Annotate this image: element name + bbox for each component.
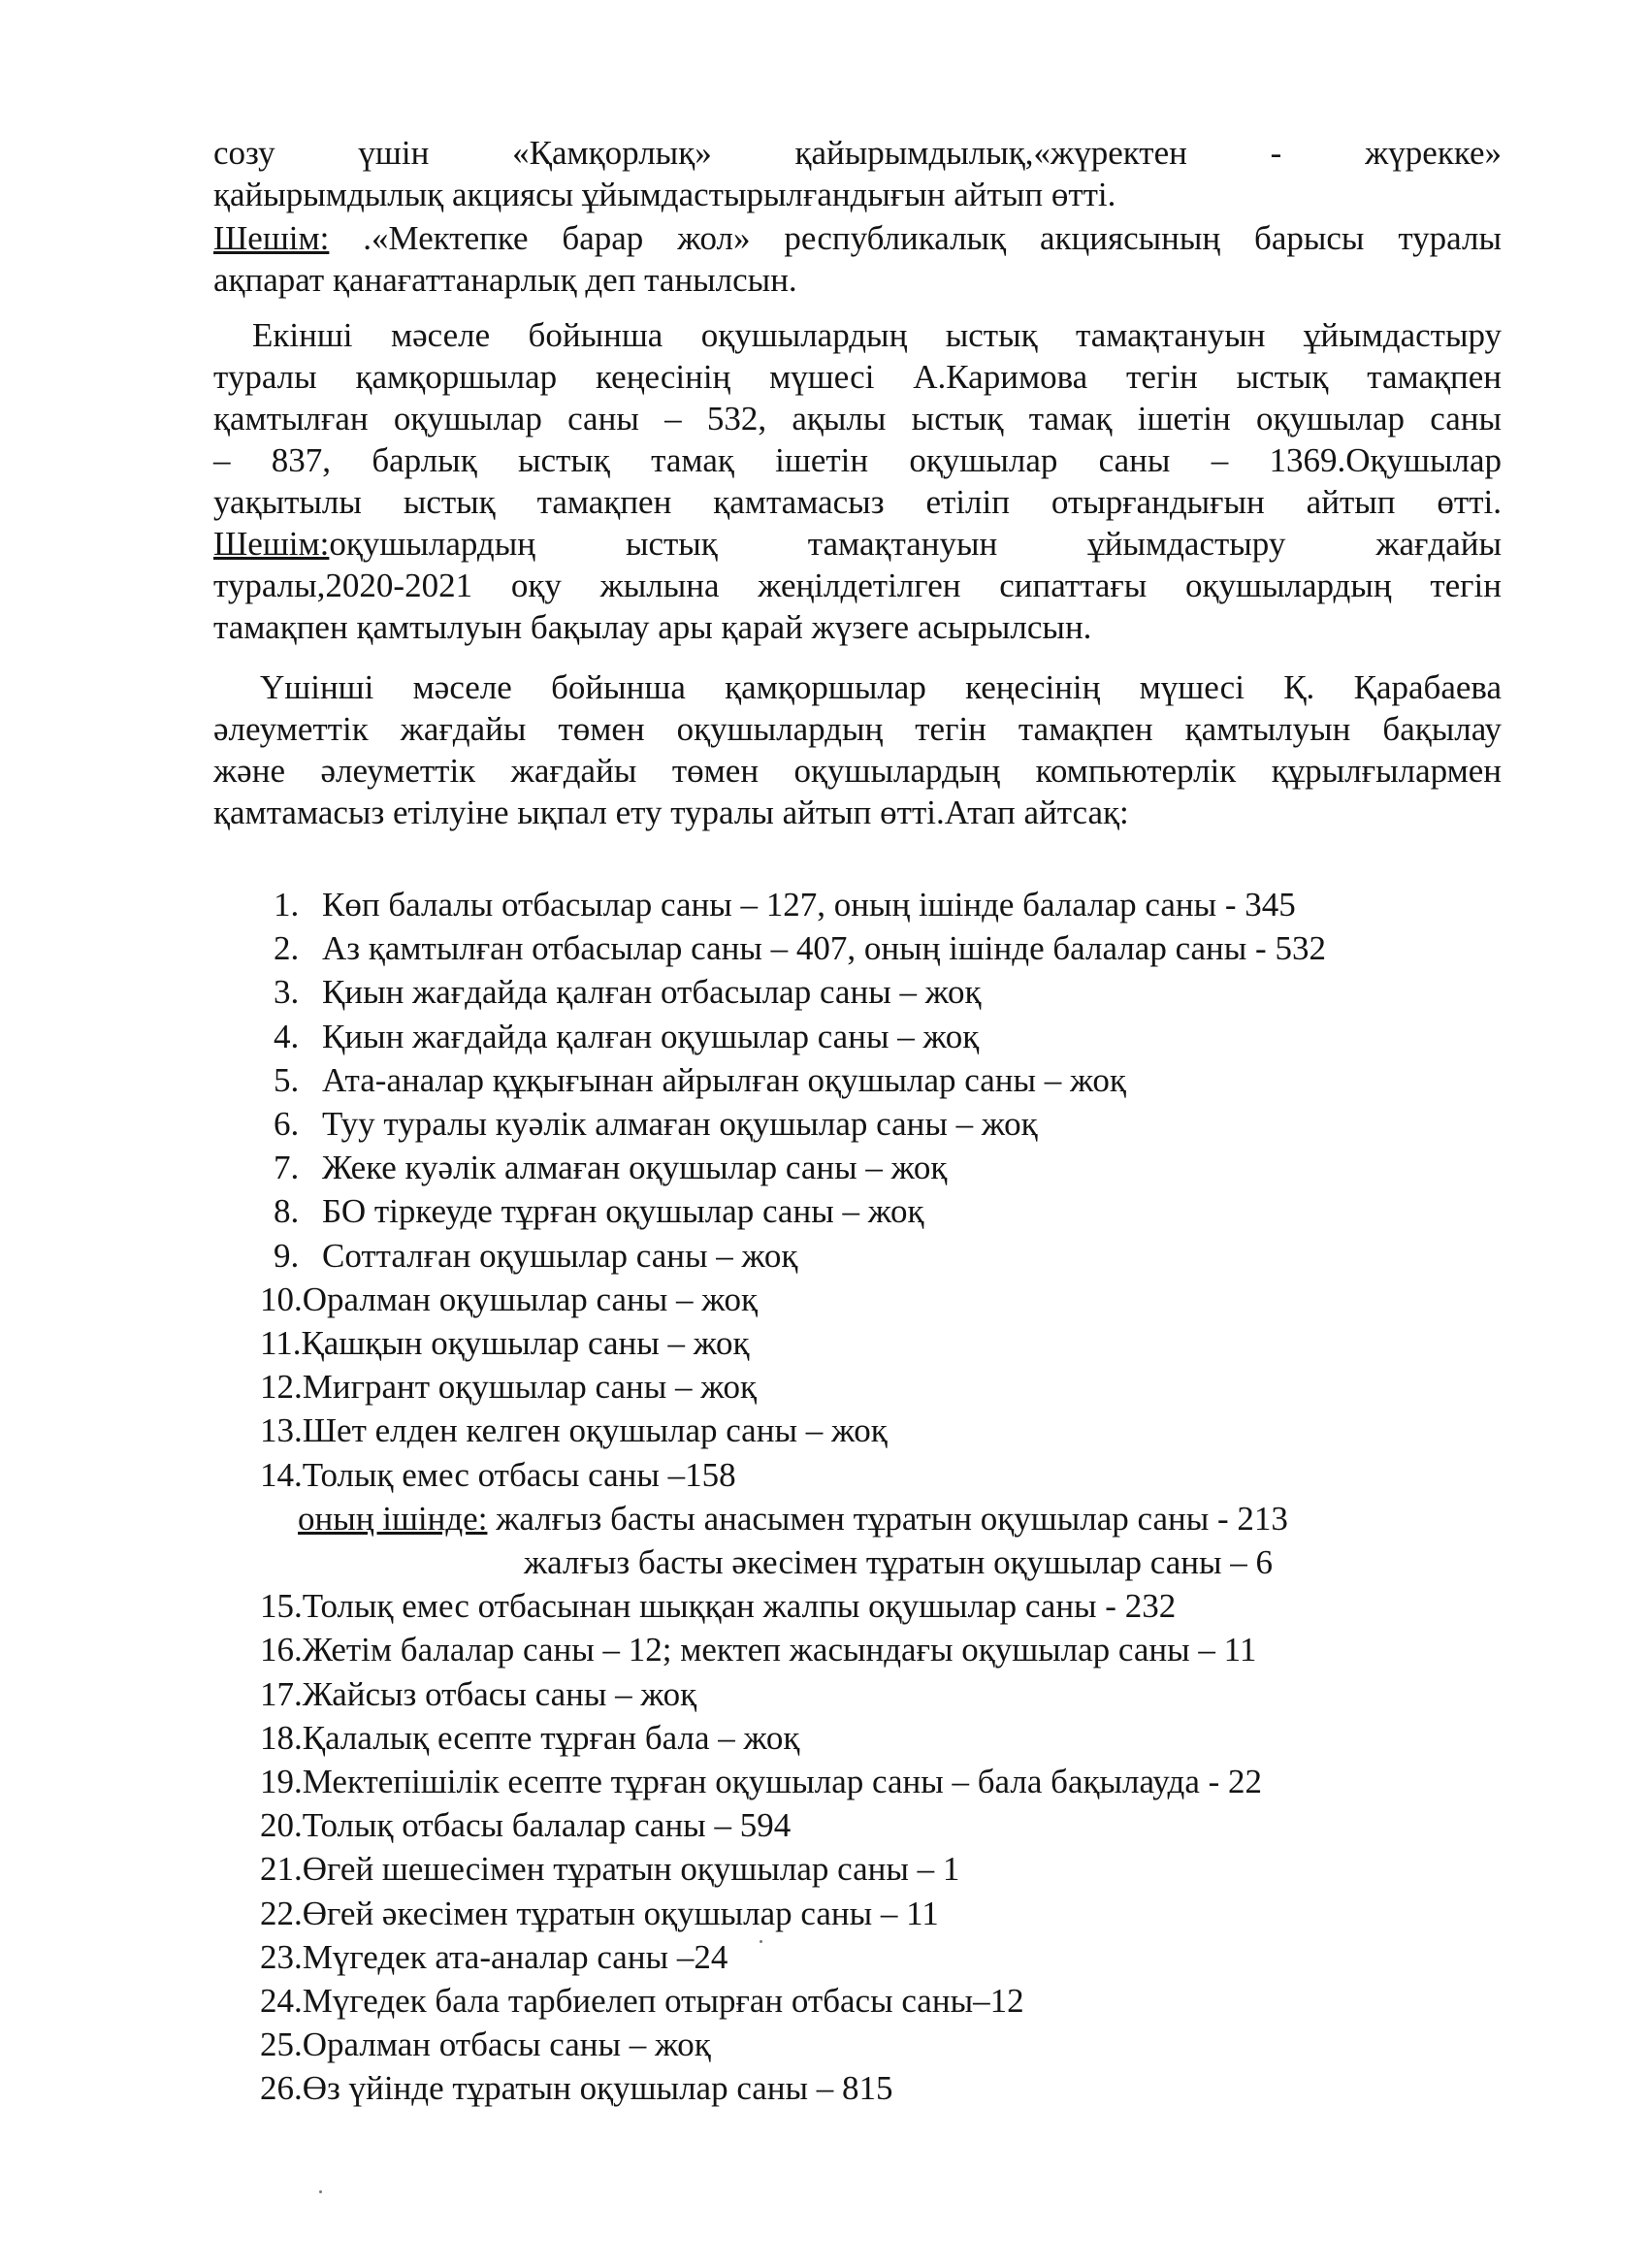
list-item-number: 2. — [274, 929, 300, 968]
sub-list-line: жалғыз басты әкесімен тұратын оқушылар саны – 6 — [524, 1543, 1274, 1582]
list-item-text: Мектепішілік есепте тұрған оқушылар саны – бала бақылауда - 22 — [302, 1763, 1263, 1801]
list-item-number: 12. — [260, 1368, 303, 1407]
list-item-number: 1. — [274, 886, 300, 923]
paragraph-intro — [213, 132, 1502, 215]
list-item — [274, 1189, 1535, 1233]
list-item-text: Оралман оқушылар саны – жоқ — [302, 1280, 759, 1318]
list-item — [274, 926, 1535, 970]
list-item-text: Шет елден келген оқушылар саны – жоқ — [302, 1411, 888, 1450]
list-item-number: 9. — [274, 1236, 300, 1275]
decision-line: Шешім: .«Мектепке барар жол» республикалық акциясының барысы туралы — [213, 219, 1502, 257]
list-item-text: Өгей шешесімен тұратын оқушылар саны – 1 — [302, 1850, 960, 1889]
list-item-text: Толық емес отбасынан шыққан жалпы оқушылар саны - 232 — [302, 1587, 1177, 1626]
list-item — [274, 970, 1535, 1014]
list-item-number: 25. — [260, 2025, 303, 2064]
list-item-text: Оралман отбасы саны – жоқ — [302, 2025, 711, 2064]
list-item-number: 8. — [274, 1192, 300, 1231]
list-item — [260, 1803, 1535, 1847]
list-item — [260, 1453, 1535, 1497]
decision-1 — [213, 217, 1502, 301]
paragraph-line: Екінші мәселе бойынша оқушылардың ыстық тамақтануын ұйымдастыру — [252, 316, 1502, 354]
paragraph-line: және әлеуметтік жағдайы төмен оқушылардың компьютерлік құрылғылармен — [213, 752, 1502, 790]
list-item-text: Ата-аналар құқығынан айрылған оқушылар саны – жоқ — [322, 1060, 1126, 1099]
list-item — [260, 1979, 1535, 2023]
list-item-text: Қалалық есепте тұрған бала – жоқ — [302, 1718, 800, 1757]
list-item-number: 6. — [274, 1105, 300, 1144]
list-item-text: Толық емес отбасы саны –158 — [302, 1455, 736, 1494]
list-item — [260, 1628, 1535, 1671]
list-item-number: 13. — [260, 1411, 303, 1450]
list-item-text: Жетім балалар саны – 12; мектеп жасындағы оқушылар саны – 11 — [302, 1631, 1257, 1669]
scan-mark — [760, 1940, 762, 1943]
decision-line: туралы,2020-2021 оқу жылына жеңілдетілген сипаттағы оқушылардың тегін — [213, 567, 1502, 604]
statistics-list — [260, 883, 1535, 2111]
list-item-number: 24. — [260, 1982, 303, 2021]
scan-mark — [319, 2190, 322, 2193]
list-item — [260, 1892, 1535, 1935]
paragraph-line: уақытылы ыстық тамақпен қамтамасыз етіліп отырғандығын айтып өтті. — [213, 483, 1502, 521]
list-item-text: Көп балалы отбасылар саны – 127, оның ішінде балалар саны - 345 — [322, 886, 1296, 923]
list-item — [260, 1584, 1535, 1628]
sub-list-label: оның ішінде: — [298, 1499, 488, 1538]
decision-line: ақпарат қанағаттанарлық деп танылсын. — [213, 261, 797, 299]
paragraph-line: әлеуметтік жағдайы төмен оқушылардың тегін тамақпен қамтылуын бақылау — [213, 710, 1502, 748]
paragraph-line: созу үшін «Қамқорлық» қайырымдылық,«жүректен - жүрекке» — [213, 134, 1502, 172]
sub-list-line: оның ішінде: жалғыз басты анасымен тұратын оқушылар саны - 213 — [298, 1499, 1288, 1538]
decision-label: Шешім: — [213, 219, 330, 257]
list-item-number: 10. — [260, 1280, 303, 1318]
list-item-text: Туу туралы куәлік алмаған оқушылар саны – жоқ — [322, 1105, 1038, 1144]
list-item-text: БО тіркеуде тұрған оқушылар саны – жоқ — [322, 1192, 924, 1231]
list-item — [260, 1365, 1535, 1409]
list-item-text: Өгей әкесімен тұратын оқушылар саны – 11 — [302, 1894, 939, 1932]
list-item — [274, 1015, 1535, 1058]
list-item-number: 17. — [260, 1674, 303, 1713]
list-item-number: 19. — [260, 1763, 303, 1801]
decision-line: Шешім:оқушылардың ыстық тамақтануын ұйымдастыру жағдайы — [213, 525, 1502, 563]
list-item-text: Қашқын оқушылар саны – жоқ — [301, 1324, 750, 1363]
list-item — [274, 1146, 1535, 1189]
list-item — [260, 1935, 1535, 1979]
list-item-text: Мигрант оқушылар саны – жоқ — [302, 1368, 758, 1407]
list-item-text: Толық отбасы балалар саны – 594 — [302, 1806, 792, 1845]
paragraph-line: туралы қамқоршылар кеңесінің мүшесі А.Каримова тегін ыстық тамақпен — [213, 358, 1502, 396]
decision-line: тамақпен қамтылуын бақылау ары қарай жүзеге асырылсын. — [213, 608, 1092, 646]
list-item-text: Өз үйінде тұратын оқушылар саны – 815 — [302, 2069, 893, 2108]
list-item-number: 20. — [260, 1806, 303, 1845]
list-item — [260, 1847, 1535, 1891]
list-item-text: Мүгедек ата-аналар саны –24 — [302, 1937, 728, 1976]
list-item-text: Қиын жағдайда қалған отбасылар саны – жоқ — [322, 973, 982, 1012]
list-item — [274, 1058, 1535, 1102]
list-item-number: 18. — [260, 1718, 303, 1757]
list-item — [274, 1234, 1535, 1278]
list-item — [260, 1760, 1535, 1803]
list-item — [274, 1102, 1535, 1146]
list-item-number: 16. — [260, 1631, 303, 1669]
list-item — [260, 2023, 1535, 2066]
paragraph-third-issue — [213, 666, 1502, 833]
list-item — [260, 1716, 1535, 1760]
paragraph-line: қайырымдылық акциясы ұйымдастырылғандығын айтып өтті. — [213, 176, 1116, 213]
decision-label: Шешім: — [213, 525, 330, 563]
list-item-text: Жайсыз отбасы саны – жоқ — [302, 1674, 697, 1713]
list-item-text: Мүгедек бала тарбиелеп отырған отбасы саны–12 — [302, 1982, 1024, 2021]
list-item-number: 5. — [274, 1060, 300, 1099]
list-item-number: 23. — [260, 1937, 303, 1976]
list-item-number: 11. — [260, 1324, 302, 1363]
paragraph-second-issue — [213, 314, 1502, 648]
list-item-number: 3. — [274, 973, 300, 1012]
list-item — [260, 1278, 1535, 1321]
list-item-number: 26. — [260, 2069, 303, 2108]
list-item-number: 14. — [260, 1455, 303, 1494]
paragraph-line: Үшінші мәселе бойынша қамқоршылар кеңесінің мүшесі Қ. Қарабаева — [260, 668, 1502, 706]
list-item-number: 15. — [260, 1587, 303, 1626]
list-item — [260, 2066, 1535, 2110]
list-item — [274, 883, 1535, 926]
list-item-text: Аз қамтылған отбасылар саны – 407, оның ішінде балалар саны - 532 — [322, 929, 1326, 968]
list-item-number: 4. — [274, 1017, 300, 1055]
list-item-number: 7. — [274, 1149, 300, 1187]
list-item — [260, 1672, 1535, 1716]
list-item — [260, 1321, 1535, 1365]
list-item-text: Қиын жағдайда қалған оқушылар саны – жоқ — [322, 1017, 980, 1055]
list-item-text: Жеке куәлік алмаған оқушылар саны – жоқ — [322, 1149, 948, 1187]
list-item — [260, 1409, 1535, 1452]
list-item-number: 21. — [260, 1850, 303, 1889]
list-item-number: 22. — [260, 1894, 303, 1932]
paragraph-line: қамтылған оқушылар саны – 532, ақылы ыстық тамақ ішетін оқушылар саны — [213, 400, 1502, 437]
paragraph-line: қамтамасыз етілуіне ықпал ету туралы айтып өтті.Атап айтсақ: — [213, 794, 1129, 831]
list-item-text: Сотталған оқушылар саны – жоқ — [322, 1236, 798, 1275]
paragraph-line: – 837, барлық ыстық тамақ ішетін оқушылар саны – 1369.Оқушылар — [213, 441, 1502, 479]
